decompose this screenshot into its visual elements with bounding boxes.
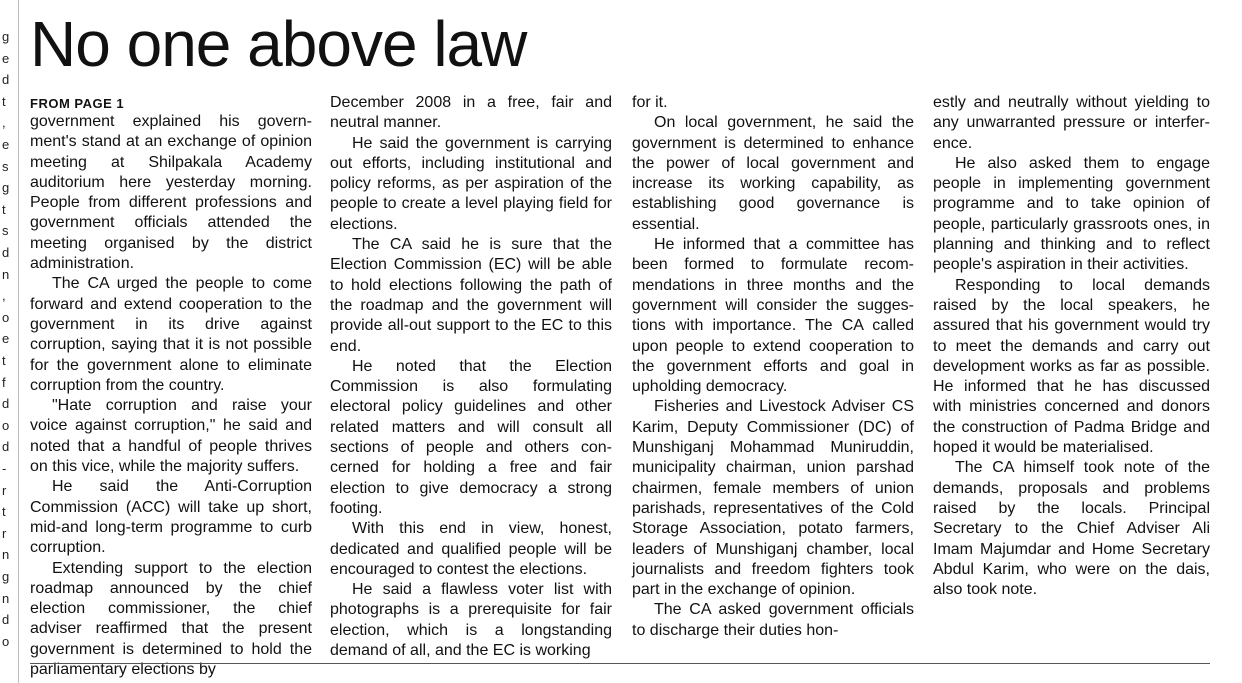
fragment-letter: n	[2, 547, 10, 563]
paragraph: He noted that the Election Commission is also formulating electoral policy guidelines and other related matters and will consult all sections of people and others concerned for holding a free and fair election to give democracy a strong footing.	[330, 357, 612, 517]
paragraph: The CA urged the people to come forward and extend cooperation to the government in its drive against corruption, saying that it is not possible for the government alone to eliminate corruption from the country.	[30, 275, 312, 394]
paragraph: He also asked them to engage people in implementing government programme and to take opinion of people, particularly grassroots ones, in planning and thinking and to reflect people's aspiration in their activities.	[933, 154, 1210, 274]
fragment-letter: ,	[2, 288, 6, 304]
fragment-letter: e	[2, 331, 10, 347]
paragraph: He said the government is carrying out efforts, including institutional and policy reforms, as per aspiration of the people to create a level playing field for elections.	[330, 134, 612, 233]
fragment-letter: t	[2, 93, 6, 109]
fragment-letter: f	[2, 374, 6, 390]
article-column-1	[30, 93, 312, 680]
headline: No one above law	[30, 8, 527, 80]
fragment-letter: o	[2, 633, 10, 649]
fragment-letter: g	[2, 180, 10, 196]
fragment-letter: t	[2, 353, 6, 368]
fragment-letter: ,	[2, 115, 6, 131]
fragment-letter: d	[2, 439, 10, 455]
fragment-letter: g	[2, 29, 10, 44]
fragment-letter: o	[2, 417, 10, 433]
fragment-letter: d	[2, 612, 10, 628]
fragment-letter: t	[2, 504, 6, 520]
fragment-letter: d	[2, 396, 10, 412]
paragraph: With this end in view, honest, dedicated and qualified people will be encouraged to contest the elections.	[330, 520, 612, 578]
paragraph: "Hate corruption and raise your voice against corruption," he said and noted that a handful of people thrives on this vice, while the majority suffers.	[30, 397, 312, 476]
adjacent-column-fragment	[0, 0, 19, 683]
paragraph: Responding to local demands raised by the local speakers, he assured that his government would try to meet the demands and carry out development works as far as possible. He informed that he has discussed with ministries concerned and donors the construction of Padma Bridge and hoped it would be materialised.	[933, 276, 1210, 457]
fragment-letter: r	[2, 482, 7, 498]
fragment-letter: g	[2, 569, 10, 584]
paragraph: Extending support to the election roadmap announced by the chief election commissioner, the chief adviser reaffirmed that the present government is determined to hold the parliamentary elections by	[30, 559, 312, 679]
article-column-4	[933, 93, 1210, 600]
paragraph: On local government, he said the government is determined to enhance the power of local government and increase its working capability, as establishing good governance is essential.	[632, 114, 914, 233]
fragment-letter: s	[2, 158, 9, 174]
fragment-letter: d	[2, 72, 10, 88]
paragraph: estly and neutrally without yielding to any unwarranted pressure or interference.	[933, 94, 1210, 152]
article-column-3	[632, 93, 914, 641]
paragraph: He said the Anti-Corruption Commission (ACC) will take up short, mid-and long-term programme to curb corruption.	[30, 478, 312, 557]
fragment-letter: n	[2, 266, 10, 282]
fragment-letter: -	[2, 461, 7, 476]
paragraph: He informed that a committee has been formed to formulate recommendations in three months and the government will consider the suggestions with importance. The CA called upon people to extend cooperation to the government efforts and goal in upholding democracy.	[632, 236, 914, 396]
paragraph: for it.	[632, 94, 668, 111]
article-column-2	[330, 93, 612, 661]
fragment-letter: d	[2, 245, 10, 260]
fragment-letter: e	[2, 50, 10, 66]
paragraph: The CA himself took note of the demands, proposals and problems raised by the locals. Principal Secretary to the Chief Adviser Ali Imam Majumdar and Home Secretary Abdul Karim, who were on the dais, also took note.	[933, 459, 1210, 599]
fragment-letter: t	[2, 201, 6, 217]
paragraph: The CA said he is sure that the Election Commission (EC) will be able to hold elections following the path of the roadmap and the government will provide all-out support to the EC to this end.	[330, 236, 612, 355]
kicker: FROM PAGE 1	[30, 96, 125, 111]
paragraph: Fisheries and Livestock Adviser CS Karim, Deputy Commissioner (DC) of Munshiganj Mohammad Muniruddin, municipality chairman, union parshad chairmen, female members of union parishads, representatives of the Cold Storage Association, potato farmers, leaders of Munshiganj chamber, local journalists and freedom fighters took part in the exchange of opinion.	[632, 398, 914, 599]
fragment-letter: r	[2, 525, 7, 541]
fragment-letter: e	[2, 137, 10, 152]
fragment-letter: o	[2, 309, 10, 325]
fragment-letter: n	[2, 590, 10, 606]
bottom-rule	[30, 663, 1210, 664]
paragraph: The CA asked government officials to discharge their duties hon-	[632, 601, 914, 639]
fragment-letter: s	[2, 223, 9, 239]
paragraph: He said a flawless voter list with photographs is a prerequisite for fair election, which is a longstanding demand of all, and the EC is working	[330, 581, 612, 660]
paragraph: December 2008 in a free, fair and neutral manner.	[330, 94, 612, 132]
paragraph: government explained his government's stand at an exchange of opinion meeting at Shilpakala Academy auditorium here yesterday morning. People from different professions and government officials attended the meeting organised by the district administration.	[30, 113, 312, 273]
